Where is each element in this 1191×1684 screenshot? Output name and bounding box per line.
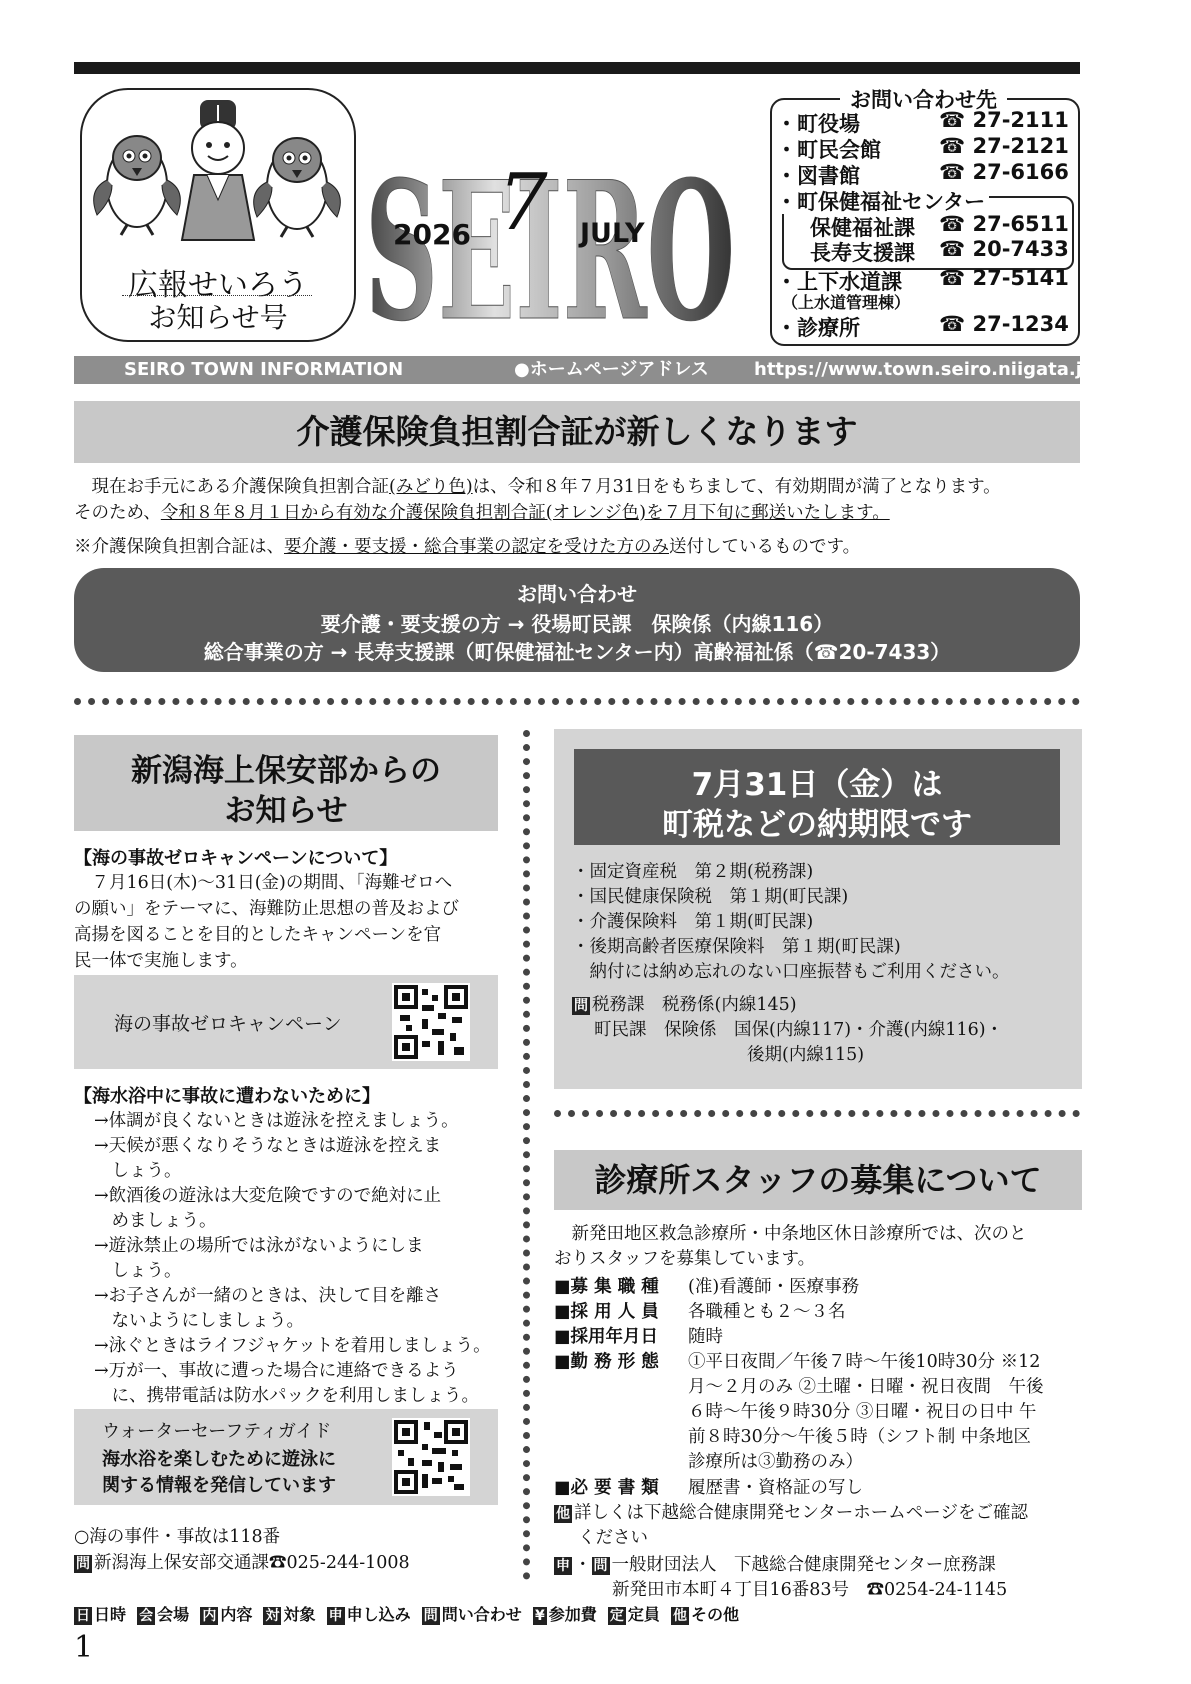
tax-contact: 問 税務課 税務係(内線145) 町民課 保険係 国保(内線117)・介護(内線116)・ 後期(内線115) bbox=[574, 995, 1004, 1065]
clinic-heading: 診療所スタッフの募集について bbox=[554, 1150, 1082, 1210]
clinic-row: ■必 要 書 類 bbox=[554, 1478, 659, 1498]
care-article-line2: そのため、令和８年８月１日から有効な介護保険負担割合証(オレンジ色)を７月下旬に郵送いたします。 bbox=[74, 503, 890, 523]
contact-tel: ☎ 27-1234 bbox=[939, 312, 1069, 336]
clinic-row: ■採用年月日 bbox=[554, 1327, 659, 1347]
inquiry-title: お問い合わせ bbox=[517, 582, 637, 606]
contact-name: ・町役場 bbox=[776, 112, 860, 136]
clinic-value: 履歴書・資格証の写し bbox=[688, 1478, 863, 1498]
clinic-row: ■募 集 職 種 bbox=[554, 1277, 659, 1297]
contact-tel: ☎ 27-5141 bbox=[939, 266, 1069, 290]
contact-name: （上水道管理棟） bbox=[782, 293, 911, 312]
section-divider bbox=[554, 1110, 1080, 1117]
logo-subtitle: お知らせ号 bbox=[148, 301, 288, 334]
masthead-seiro: SEIRO bbox=[365, 140, 735, 338]
clinic-value: 各職種とも２～３名 bbox=[688, 1302, 846, 1322]
green-card-note: (みどり色) bbox=[389, 477, 473, 497]
list-item: →飲酒後の遊泳は大変危険ですので絶対に止 bbox=[94, 1186, 442, 1206]
care-inquiry-box bbox=[74, 568, 1080, 672]
guide-desc: 海水浴を楽しむために遊泳に bbox=[102, 1449, 336, 1470]
contact-tel: ☎ 27-6511 bbox=[939, 212, 1069, 236]
contact-row bbox=[810, 237, 1110, 267]
clinic-row: ■勤 務 形 態 bbox=[554, 1352, 659, 1372]
masthead-month-en: JULY bbox=[580, 218, 645, 249]
clinic-apply: 申 ・ 問 一般財団法人 下越総合健康開発センター庶務課 新発田市本町４丁目16番83号 ☎0254-24-1145 bbox=[556, 1555, 1008, 1600]
tax-deadline-heading: 7月31日（金）は 町税などの納期限です bbox=[574, 749, 1060, 845]
care-article-note: ※介護保険負担割合証は、要介護・要支援・総合事業の認定を受けた方のみ送付しているものです。 bbox=[74, 537, 861, 557]
clinic-value: (准)看護師・医療事務 bbox=[688, 1277, 860, 1297]
legend-item: 申 申し込み bbox=[328, 1605, 411, 1624]
care-article-heading: 介護保険負担割合証が新しくなります bbox=[74, 401, 1080, 463]
campaign-qr-label: 海の事故ゼロキャンペーン bbox=[114, 1013, 342, 1035]
top-rule bbox=[74, 62, 1080, 74]
list-item: しょう。 bbox=[94, 1261, 182, 1281]
water-safety-guide-box bbox=[74, 1409, 498, 1505]
list-item: →体調が良くないときは遊泳を控えましょう。 bbox=[94, 1111, 459, 1131]
campaign-subheading: 【海の事故ゼロキャンペーンについて】 bbox=[74, 848, 398, 869]
guide-qr-code[interactable] bbox=[392, 1418, 470, 1496]
clinic-other: 他 詳しくは下越総合健康開発センターホームページをご確認 ください bbox=[556, 1503, 1028, 1548]
contact-tel: ☎ 27-2121 bbox=[939, 134, 1069, 158]
list-item: ないようにしましょう。 bbox=[94, 1311, 304, 1331]
orange-card-note: 令和８年８月１日から有効な介護保険負担割合証(オレンジ色)を７月下旬に郵送いたします。 bbox=[160, 503, 890, 523]
legend-item: 定 定員 bbox=[609, 1605, 660, 1624]
inquiry-mark: 問 bbox=[76, 1556, 90, 1572]
swim-safety-tips bbox=[94, 1108, 502, 1406]
logo-title: 広報せいろう bbox=[128, 268, 308, 303]
list-item: →天候が悪くなりそうなときは遊泳を控えま bbox=[94, 1136, 442, 1156]
contact-name: 保健福祉課 bbox=[810, 216, 915, 240]
list-item: →お子さんが一緒のときは、決して目を離さ bbox=[94, 1286, 442, 1306]
contact-name: 長寿支援課 bbox=[810, 241, 915, 265]
list-item: ・固定資産税 第２期(税務課) bbox=[572, 862, 814, 882]
list-item: →遊泳禁止の場所では泳がないようにしま bbox=[94, 1236, 424, 1256]
info-bar bbox=[74, 356, 1095, 384]
contact-name: ・町民会館 bbox=[776, 138, 881, 162]
masthead-year: 2026 bbox=[393, 218, 471, 251]
mascot-illustration bbox=[82, 90, 354, 260]
inquiry-mark: 問 bbox=[574, 998, 588, 1014]
section-divider bbox=[74, 698, 1080, 705]
list-item: ・国民健康保険税 第１期(町民課) bbox=[572, 887, 849, 907]
column-divider bbox=[523, 730, 530, 1580]
contact-row bbox=[776, 312, 1076, 342]
list-item: に、携帯電話は防水パックを利用しましょう。 bbox=[94, 1386, 479, 1406]
legend-item: 他 その他 bbox=[673, 1605, 740, 1624]
contact-title: お問い合わせ先 bbox=[840, 84, 1007, 114]
list-item: →万が一、事故に遭った場合に連絡できるよう bbox=[94, 1361, 459, 1381]
tax-note: 納付には納め忘れのない口座振替もご利用ください。 bbox=[572, 962, 1010, 982]
town-info-label: SEIRO TOWN INFORMATION bbox=[124, 359, 404, 380]
guide-title: ウォーターセーフティガイド bbox=[102, 1421, 332, 1442]
campaign-description: ７月16日(木)～31日(金)の期間、「海難ゼロへ の願い」をテーマに、海難防止思想の普及および 高揚を図ることを目的としたキャンペーンを官 民一体で実施します。 bbox=[74, 873, 459, 971]
swim-safety-subheading: 【海水浴中に事故に遭わないために】 bbox=[74, 1086, 380, 1107]
contact-directory bbox=[770, 84, 1080, 346]
legend-item: 会 会場 bbox=[139, 1605, 190, 1624]
list-item: めましょう。 bbox=[94, 1211, 217, 1231]
list-item: しょう。 bbox=[94, 1161, 182, 1181]
apply-mark: 申 bbox=[556, 1558, 570, 1574]
newsletter-logo bbox=[80, 88, 356, 342]
contact-tel: ☎ 27-6166 bbox=[939, 160, 1069, 184]
inquiry-line: 要介護・要支援の方 → 役場町民課 保険係（内線116） bbox=[320, 612, 834, 636]
clinic-intro: 新発田地区救急診療所・中条地区休日診療所では、次のと おりスタッフを募集しています。 bbox=[554, 1224, 1027, 1269]
coast-guard-heading: 新潟海上保安部からの お知らせ bbox=[74, 735, 498, 831]
emergency-note: ○海の事件・事故は118番 bbox=[74, 1527, 281, 1547]
inquiry-mark: 問 bbox=[593, 1558, 608, 1574]
list-item: →泳ぐときはライフジャケットを着用しましょう。 bbox=[94, 1336, 491, 1356]
tax-list bbox=[572, 860, 1072, 985]
coast-guard-contact: 問 新潟海上保安部交通課☎025-244-1008 bbox=[76, 1553, 410, 1573]
homepage-label: ●ホームページアドレス bbox=[514, 359, 709, 380]
clinic-value: 随時 bbox=[688, 1327, 723, 1347]
guide-desc: 関する情報を発信しています bbox=[102, 1475, 336, 1496]
contact-tel: ☎ 20-7433 bbox=[939, 237, 1069, 261]
list-item: ・後期高齢者医療保険料 第１期(町民課) bbox=[572, 937, 901, 957]
inquiry-line: 総合事業の方 → 長寿支援課（町保健福祉センター内）高齢福祉係（☎20-7433） bbox=[203, 640, 951, 664]
contact-name: ・町保健福祉センター bbox=[776, 190, 989, 214]
legend-item: 対 対象 bbox=[265, 1605, 316, 1624]
contact-name: ・図書館 bbox=[776, 164, 860, 188]
homepage-url[interactable]: https://www.town.seiro.niigata.jp bbox=[754, 359, 1095, 380]
page-number: 1 bbox=[74, 1630, 94, 1665]
legend-item: ¥ 参加費 bbox=[534, 1605, 597, 1624]
list-item: ・介護保険料 第１期(町民課) bbox=[572, 912, 814, 932]
clinic-value: ①平日夜間／午後７時～午後10時30分 ※12 月～２月のみ ②土曜・日曜・祝日夜間 午後 ６時～午後９時30分 ③日曜・祝日の日中 午 前８時30分～午後５時（シフト制 中条地区 診療所は③勤務のみ） bbox=[688, 1352, 1044, 1472]
other-mark: 他 bbox=[556, 1506, 570, 1522]
legend-item: 日 日時 bbox=[76, 1605, 127, 1624]
legend-item: 内 内容 bbox=[202, 1605, 253, 1624]
masthead-month: 7 bbox=[498, 158, 548, 248]
contact-row bbox=[782, 290, 1082, 313]
clinic-row: ■採 用 人 員 bbox=[554, 1302, 659, 1322]
contact-name: ・診療所 bbox=[776, 316, 860, 340]
care-article-line1: 現在お手元にある介護保険負担割合証(みどり色)は、令和８年７月31日をもちまして、有効期間が満了となります。 bbox=[74, 477, 1001, 497]
campaign-qr-box bbox=[74, 975, 498, 1069]
contact-tel: ☎ 27-2111 bbox=[939, 108, 1069, 132]
campaign-qr-code[interactable] bbox=[392, 983, 470, 1061]
legend-item: 問 問い合わせ bbox=[423, 1605, 522, 1624]
contact-name: ・上下水道課 bbox=[776, 270, 902, 294]
symbol-legend bbox=[74, 1602, 739, 1625]
